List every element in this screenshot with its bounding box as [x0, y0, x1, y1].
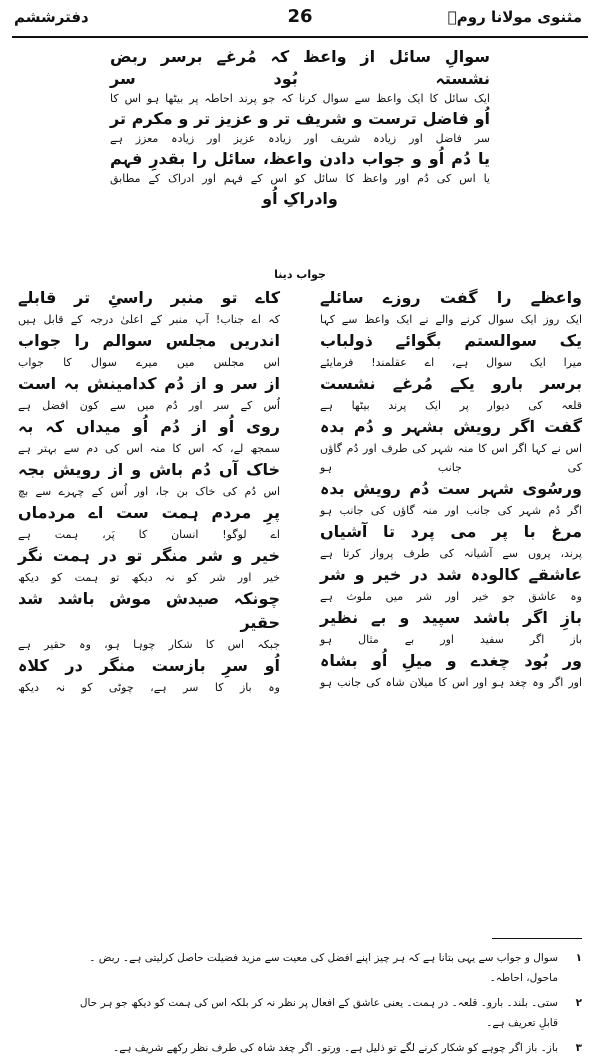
section-title: دفترششم: [14, 8, 89, 26]
intro-block: [110, 46, 490, 210]
verse-line: اندریں مجلس سوالم را جواب: [18, 331, 280, 350]
intro-line: سوالِ سائل از واعظ کہ مُرغے برسر ربض نشستہ بُود سر: [110, 47, 490, 88]
translation-line: اس دُم کی خاک بن جا، اور اُس کے چہرے سے بچ: [18, 485, 280, 498]
footnote-text: ستی۔ بلند۔ بارو۔ قلعہ۔ در ہمت۔ یعنی عاشق کے افعال پر نظر نہ کر بلکہ اس کی ہمت کو دیکھ جو ہر حال قابلِ تعریف ہے۔: [79, 997, 558, 1029]
verse-line: برسر بارو یکے مُرغے نشست: [320, 374, 582, 393]
footnote-text: سوال و جواب سے یہی بتانا ہے کہ ہر چیز اپنے افضل کی معیت سے مزید فضیلت حاصل کرلیتی ہے۔ ربض ۔ ماحول، احاطہ۔: [89, 952, 558, 984]
translation-line: خیر اور شر کو نہ دیکھ تو ہمت کو دیکھ: [18, 571, 280, 584]
intro-line: ایک سائل کا ایک واعظ سے سوال کرنا کہ جو پرند احاطہ پر بیٹھا ہو اس کا: [110, 92, 490, 105]
verse-line: گفت اگر رویش بشہر و دُم بدہ: [320, 417, 582, 436]
verse-line: اُو سرِ بازست منگر در کلاہ: [18, 656, 280, 675]
verse-line: خاک آں دُم باش و از رویش بجہ: [18, 460, 280, 479]
verse-line: یک سوالستم بگوائے ذولباب: [320, 331, 582, 350]
left-column: [18, 286, 280, 697]
translation-line: اس مجلس میں میرے سوال کا جواب: [18, 356, 280, 369]
answer-heading: جواب دینا: [274, 268, 326, 281]
translation-line: باز اگر سفید اور بے مثال ہو: [320, 633, 582, 646]
verse-line: خیر و شر منگر تو در ہمت نگر: [18, 546, 280, 565]
footnote-mark: ۱: [575, 952, 582, 964]
verse-line: مرغ با پر می پرد تا آشیاں: [320, 522, 582, 541]
translation-line: اے لوگو! انسان کا پَر، ہمت ہے: [18, 528, 280, 541]
translation-line: قلعہ کی دیوار پر ایک پرند بیٹھا ہے: [320, 399, 582, 412]
verse-line: از سر و از دُم کدامینش بہ است: [18, 374, 280, 393]
footnote-text: باز۔ باز اگر چوہے کو شکار کرنے لگے تو ذلیل ہے۔ ورتو۔ اگر چغد شاہ کی طرف نظر رکھے شریف ہے۔: [113, 1042, 558, 1054]
verse-line: عاشقے کالودہ شد در خیر و شر: [320, 565, 582, 584]
translation-line: کہ اے جناب! آپ منبر کے اعلیٰ درجہ کے قابل ہیں: [18, 313, 280, 326]
verse-line: پرِ مردم ہمت ست اے مردماں: [18, 503, 280, 522]
verse-line: ورسُوی شہر ست دُم رویش بدہ: [320, 479, 582, 498]
translation-line: وہ عاشق جو خیر اور شر میں ملوث ہے: [320, 590, 582, 603]
footnotes: [60, 948, 582, 1063]
translation-line: میرا ایک سوال ہے، اے عقلمند! فرمایئے: [320, 356, 582, 369]
footnote: [60, 993, 582, 1033]
book-title: مثنوی مولانا رومؒ: [447, 8, 582, 26]
intro-line: سر فاضل اور زیادہ شریف اور زیادہ عزیز اور زیادہ معزز ہے: [110, 132, 490, 145]
translation-line: سمجھ لے، کہ اس کا منہ اس کی دم سے بہتر ہے: [18, 442, 280, 455]
footnote-separator: [492, 938, 582, 939]
intro-line: یا اس کی دُم اور واعظ کا سائل کو اس کے فہم اور ادراک کے مطابق: [110, 172, 490, 185]
verse-line: واعظے را گفت روزے سائلے: [320, 288, 582, 307]
verse-line: چونکہ صیدش موش باشد شد حقیر: [18, 589, 280, 632]
right-column: [320, 286, 582, 692]
translation-line: ایک روز ایک سوال کرنے والے نے ایک واعظ سے کہا: [320, 313, 582, 326]
page-number: 26: [287, 6, 313, 27]
translation-line: پرند، پروں سے آشیانہ کی طرف پرواز کرتا ہے: [320, 547, 582, 560]
intro-line: اُو فاضل ترست و شریف تر و عزیز تر و مکرم تر: [110, 109, 490, 128]
translation-line: جبکہ اس کا شکار چوہا ہو، وہ حقیر ہے: [18, 638, 280, 651]
footnote: [60, 1038, 582, 1058]
translation-line: اس نے کہا اگر اس کا منہ شہر کی طرف اور دُم گاؤں کی جانب ہو: [320, 442, 582, 474]
verse-line: کاے تو منبر راسئِ تر قابلے: [18, 288, 280, 307]
translation-line: اُس کے سر اور دُم میں سے کون افضل ہے: [18, 399, 280, 412]
verse-line: ور بُود چغدے و میلِ اُو بشاہ: [320, 651, 582, 670]
translation-line: وہ باز کا سر ہے، چوٹی کو نہ دیکھ: [18, 681, 280, 694]
footnote-mark: ۳: [575, 1042, 582, 1054]
translation-line: اور اگر وہ چغد ہو اور اس کا میلان شاہ کی جانب ہو: [320, 676, 582, 689]
footnote-mark: ۲: [575, 997, 582, 1009]
intro-line: یا دُم اُو و جواب دادن واعظ، سائل را بقدرِ فہم: [110, 149, 490, 168]
verse-line: روی اُو از دُم اُو میداں کہ بہ: [18, 417, 280, 436]
footnote: [60, 948, 582, 988]
translation-line: اگر دُم شہر کی جانب اور منہ گاؤں کی جانب ہو: [320, 504, 582, 517]
header-rule: [12, 36, 588, 38]
intro-line: وادراکِ اُو: [262, 189, 338, 208]
verse-line: بازِ اگر باشد سپید و بے نظیر: [320, 608, 582, 627]
